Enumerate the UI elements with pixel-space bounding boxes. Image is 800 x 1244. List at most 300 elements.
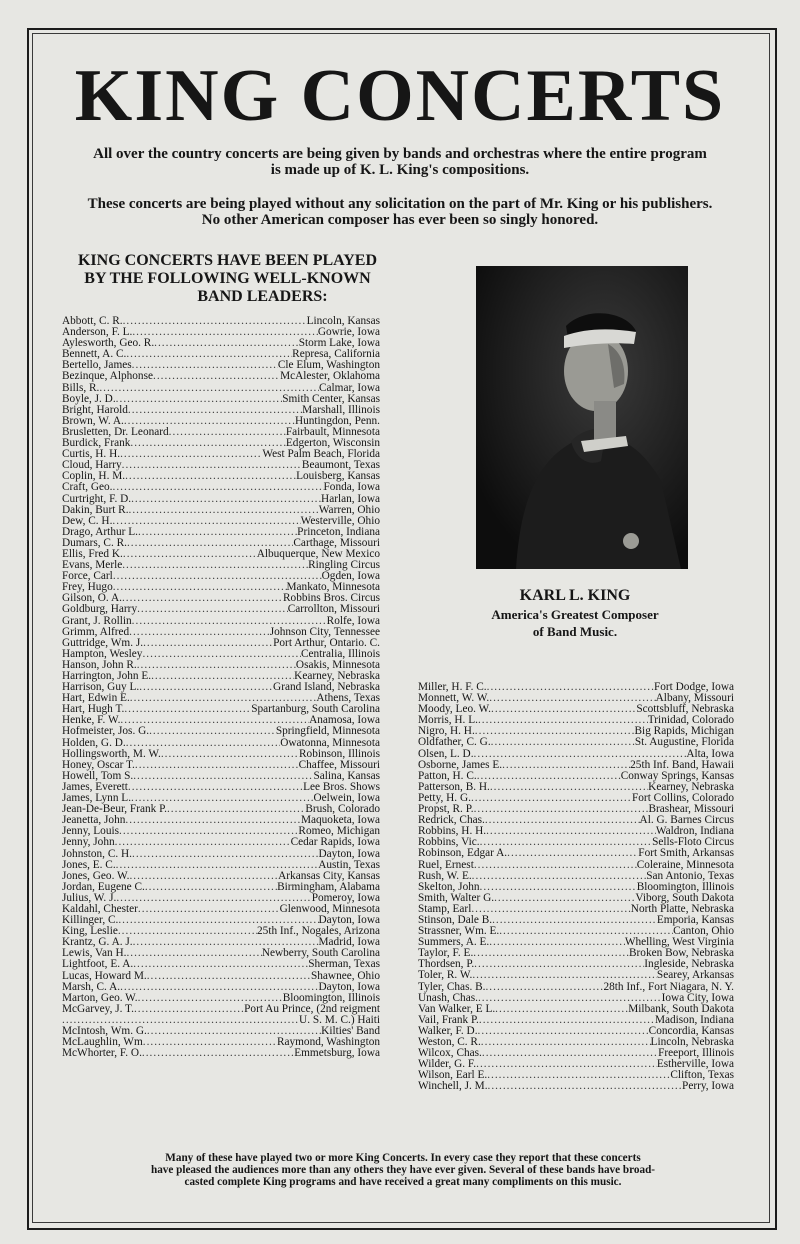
leader-name: McLaughlin, Wm [62,1036,143,1049]
dot-leader [485,815,640,826]
dot-leader [120,449,262,460]
dot-leader [143,1037,277,1048]
leader-name: Lewis, Van H. [62,947,127,960]
intro-line-3: These concerts are being played without any solicitation on the part of Mr. King or his publishers. [87,196,713,212]
leader-location: Fort Collins, Colorado [632,791,734,804]
dot-leader [494,893,635,904]
leader-location: U. S. M. C.) Haiti [299,1013,380,1026]
dot-leader [479,1015,655,1026]
leader-name: McWhorter, F. O. [62,1047,142,1060]
leader-location: Grand Island, Nebraska [273,681,380,694]
leader-location: Brashear, Missouri [648,803,734,816]
dot-leader [471,793,632,804]
leader-location: Romeo, Michigan [298,825,380,838]
dot-leader [118,926,257,937]
leader-location: Clifton, Texas [670,1069,734,1082]
leader-name: Lightfoot, E. A. [62,958,134,971]
leader-location: Newberry, South Carolina [261,947,380,960]
leader-name: Vail, Frank P. [418,1013,479,1026]
band-leader-entry [62,482,380,493]
leader-name: Gilson, O. A. [62,592,122,605]
leader-name: Howell, Tom S. [62,769,134,782]
leader-name: Krantz, G. A. J. [62,936,133,949]
band-leader-entry [62,616,380,627]
dot-leader [129,505,319,516]
leader-location: Brush, Colorado [305,803,380,816]
leader-location: Rolfe, Iowa [326,614,380,627]
leader-name: Miller, H. F. C. [418,681,487,693]
leader-location: Warren, Ohio [318,503,380,516]
dot-leader [129,871,278,882]
dot-leader [126,948,261,959]
leader-name: Killinger, C. [62,914,119,927]
leader-name: Hart, Edwin E. [62,692,130,705]
leader-location: Raymond, Washington [276,1036,380,1049]
leader-name: Stamp, Earl [418,902,472,915]
leader-name: Brown, W. A. [62,414,124,427]
leader-name: King, Leslie [62,925,118,938]
dot-leader [149,726,276,737]
dot-leader [477,771,621,782]
dot-leader [487,1070,670,1081]
leader-name: Jones, E. C. [62,858,116,871]
dot-leader [133,959,308,970]
dot-leader [167,804,305,815]
leader-name: James, Everett [62,780,128,793]
leader-location: Kilties' Band [321,1025,380,1037]
leader-name: Lucas, Howard M. [62,969,147,982]
leader-location: 25th Inf., Nogales, Arizona [257,925,380,938]
leader-location: Glenwood, Minnesota [279,902,380,915]
band-leader-entry [62,383,380,394]
leader-name: Jeanetta, John [62,814,126,827]
leader-name: Marton, Geo. W. [62,991,138,1004]
leader-name: Strassner, Wm. E. [418,925,500,938]
leader-location: Alta, Iowa [686,747,734,760]
leader-name: Guttridge, Wm. J. [62,636,144,649]
leader-location: Mankato, Minnesota [286,581,380,594]
leader-location: Shawnee, Ohio [310,969,380,982]
leader-location: Ogden, Iowa [321,570,380,583]
dot-leader [128,405,302,416]
leader-location: North Platte, Nebraska [630,902,734,915]
dot-leader [491,704,636,715]
leader-name: Henke, F. W. [62,714,121,727]
band-leader-entry [418,982,734,993]
leader-name: Olsen, L. D. [418,747,474,760]
band-leader-entry [62,971,380,982]
portrait-caption [455,586,695,640]
leader-location: Springfield, Minnesota [275,725,380,738]
leader-location: Maquoketa, Iowa [300,814,380,827]
dot-leader [471,904,630,915]
leader-location: Huntingdon, Penn. [294,414,380,427]
band-leader-entry [62,494,380,505]
leader-location: Perry, Iowa [682,1080,734,1093]
leader-location: Whelling, West Virginia [624,936,734,949]
footer-line-1: Many of these have played two or more King Concerts. In every case they report that these concerts [165,1152,641,1164]
leader-location: Birmingham, Alabama [277,880,380,893]
leader-name: McGarvey, J. T. [62,1002,134,1015]
leader-name: Jenny, John [62,836,115,849]
band-leader-entry [62,371,380,382]
dot-leader [472,970,657,981]
band-leader-entry [62,604,380,615]
leader-name: Harrison, Guy L. [62,681,140,694]
leader-name: Anderson, F. L. [62,326,133,339]
leader-location: Emmetsburg, Iowa [294,1047,380,1060]
dot-leader [99,383,319,394]
leader-location: Kearney, Nebraska [294,670,380,682]
leader-location: Fort Smith, Arkansas [638,847,734,860]
leader-location: Centralia, Illinois [300,647,380,660]
leader-name: Weston, C. R. [418,1036,481,1048]
intro-line-2: is made up of K. L. King's compositions. [270,162,530,178]
leader-name: Marsh, C. A. [62,980,121,993]
dot-leader [126,738,281,749]
leader-name: Dew, C. H. [62,514,113,527]
band-leader-entry [418,1081,734,1092]
dot-leader [475,726,635,737]
dot-leader [122,560,308,571]
leader-location: Spartanburg, South Carolina [251,703,380,716]
leader-location: Big Rapids, Michigan [634,725,734,738]
band-leader-entry [418,749,734,760]
band-leader-list-left [62,316,380,1059]
leader-name: Craft, Geo. [62,481,113,494]
leader-name: Boyle, J. D. [62,392,116,405]
dot-leader [482,1048,658,1059]
leader-name: Goldburg, Harry [62,603,138,616]
leader-name: Patterson, B. H. [418,780,490,793]
leader-location: Smith Center, Kansas [282,392,380,405]
dot-leader [142,1048,294,1059]
leader-location: Cedar Rapids, Iowa [290,836,380,849]
leader-location: Bloomington, Illinois [636,880,734,893]
dot-leader [147,971,311,982]
band-leader-entry [418,737,734,748]
leader-location: St. Augustine, Florida [634,736,734,749]
page-title: KING CONCERTS [74,55,726,137]
dot-leader [490,782,648,793]
leader-location: Madrid, Iowa [318,936,380,949]
leader-name: Hart, Hugh T. [62,703,125,716]
leader-name: Ellis, Fred K. [62,547,123,560]
leader-name: Toler, R. W. [418,969,473,982]
leader-name: Stinson, Dale B. [418,913,493,926]
leader-location: Fairbault, Minnesota [285,425,380,438]
leader-name: Frey, Hugo [62,581,113,594]
leader-name: Grant, J. Rollin [62,614,132,627]
leader-name: Robbins, Vic. [418,836,480,849]
leader-location: Waldron, Indiana [655,825,734,838]
dot-leader [502,760,630,771]
leader-location: Freeport, Illinois [658,1047,734,1060]
leader-location: Carthage, Missouri [293,536,380,549]
leader-name: Skelton, John [418,880,480,893]
leader-name: Propst, R. P. [418,803,474,816]
dot-leader [485,982,603,993]
leader-location: Canton, Ohio [673,925,734,938]
leader-location: Iowa City, Iowa [661,991,734,1004]
leader-location: Conway Springs, Kansas [620,769,734,782]
leader-name: Wilder, G. F. [418,1058,477,1071]
leader-location: Gowrie, Iowa [317,326,380,339]
band-leader-entry [62,837,380,848]
dot-leader [125,815,301,826]
leader-name: Jones, Geo. W. [62,869,130,882]
dot-leader [112,516,300,527]
leader-name: Redrick, Chas. [418,814,485,827]
leader-name: Petty, H. G. [418,791,471,804]
leader-name: Hampton, Wesley [62,647,143,660]
leader-location: Concordia, Kansas [648,1024,734,1037]
leader-location: Scottsbluff, Nebraska [636,703,734,716]
leader-name: Jordan, Eugene C. [62,880,145,893]
leader-name: Julius, W. J. [62,891,117,904]
leader-name: Dakin, Burt R. [62,503,129,516]
leader-location: 28th Inf., Fort Niagara, N. Y. [603,980,734,993]
leader-name: Curtis, H. H. [62,448,121,461]
leader-name: Morris, H. L. [418,714,478,727]
leader-location: Lincoln, Nebraska [650,1036,734,1048]
leader-name: Honey, Oscar T. [62,758,135,771]
leader-location: Trinidad, Colorado [647,714,734,727]
dot-leader [131,494,321,505]
karl-king-portrait [476,266,688,569]
dot-leader [145,882,277,893]
leader-name: Hanson, John R. [62,658,137,671]
leader-name: Wilcox, Chas. [418,1047,482,1060]
dot-leader [474,959,644,970]
leader-name: Tyler, Chas. B. [418,980,486,993]
leader-name: Patton, H. C. [418,769,477,782]
leader-name: Burdick, Frank [62,437,131,450]
leader-location: Dayton, Iowa [318,847,380,860]
dot-leader [154,338,299,349]
leader-location: Louisberg, Kansas [296,470,380,483]
leader-location: Albuquerque, New Mexico [256,547,380,560]
dot-leader [473,948,629,959]
dot-leader [134,1004,244,1015]
leader-location: Edgerton, Wisconsin [285,437,380,450]
leader-location: Ringling Circus [308,559,380,572]
dot-leader [478,1026,649,1037]
leader-location: Dayton, Iowa [318,914,380,927]
dot-leader [476,1059,657,1070]
leader-location: Port Au Prince, (2nd reigment [244,1002,380,1015]
leader-location: Harlan, Iowa [321,492,380,505]
leader-location: Osakis, Minnesota [295,658,380,671]
dot-leader [123,316,307,327]
leader-name: Walker, F. D. [418,1024,478,1037]
dot-leader [124,704,251,715]
leader-name: Bezinque, Alphonse [62,370,153,383]
leader-location: Sherman, Texas [308,958,380,971]
leader-location: Westerville, Ohio [300,514,380,527]
leader-name: Bills, R. [62,381,100,394]
dot-leader [132,327,318,338]
leader-location: Bloomington, Illinois [282,991,380,1004]
dot-leader [128,782,303,793]
leader-name: Curtright, F. D. [62,492,132,505]
leader-name: Winchell, J. M. [418,1080,488,1093]
leader-location: 25th Inf. Band, Hawaii [630,758,734,771]
portrait-illustration [476,266,688,569]
heading-line-2: BY THE FOLLOWING WELL-KNOWN [84,270,371,287]
dot-leader [115,837,291,848]
dot-leader [113,582,287,593]
dot-leader [488,1081,683,1092]
leader-name: Drago, Arthur L. [62,525,138,538]
leader-location: Fort Dodge, Iowa [653,681,734,693]
leader-name: Van Walker, E L. [418,1002,496,1015]
leader-location: Robinson, Illinois [299,747,380,760]
dot-leader [489,937,625,948]
leader-name: Unash, Chas. [418,991,478,1004]
dot-leader [169,427,286,438]
leader-location: Owatonna, Minnesota [280,736,380,749]
leader-location: Storm Lake, Iowa [298,337,380,350]
leader-name: Moody, Leo. W. [418,703,492,716]
leader-location: Represa, California [292,348,380,361]
leader-name: Grimm, Alfred [62,625,130,638]
composer-caption-2: of Band Music. [532,624,618,639]
leader-location: Madison, Indiana [654,1013,734,1026]
dot-leader [135,760,299,771]
leader-name: Oldfather, C. G. [418,736,491,749]
band-leader-entry [62,849,380,860]
leader-name: Harrington, John E. [62,670,152,682]
leader-name: Osborne, James E. [418,758,503,771]
leader-location: Searey, Arkansas [656,969,734,982]
leader-location: Princeton, Indiana [297,525,380,538]
band-leader-entry [62,1048,380,1059]
leader-name: Coplin, H. M. [62,470,126,483]
dot-leader [125,471,296,482]
leader-name: Jenny, Louis [62,825,120,838]
list-heading [55,252,400,306]
leader-location: Johnson City, Tennessee [269,625,380,638]
leader-location: Dayton, Iowa [318,980,380,993]
leader-name: Wilson, Earl E. [418,1069,488,1082]
leader-location: Robbins Bros. Circus [283,592,380,605]
leader-location: Port Arthur, Ontario. C. [273,636,380,649]
leader-location: Athens, Texas [316,692,380,705]
dot-leader [138,904,280,915]
dot-leader [133,771,313,782]
leader-location: Viborg, South Dakota [635,891,734,904]
leader-location: Fonda, Iowa [323,481,380,494]
leader-name: Nigro, H. H. [418,725,475,738]
heading-line-3: BAND LEADERS: [197,288,328,305]
leader-name: Dumars, C. R. [62,536,127,549]
leader-location: Ingleside, Nebraska [644,958,734,971]
dot-leader [495,1004,628,1015]
band-leader-list-right [418,682,734,1092]
leader-name: Evans, Merle [62,559,123,572]
dot-leader [119,826,298,837]
dot-leader [113,482,324,493]
dot-leader [491,737,635,748]
band-leader-entry [62,726,380,737]
band-leader-entry [418,848,734,859]
dot-leader [132,360,278,371]
leader-name: Hofmeister, Jos. G. [62,725,150,738]
dot-leader [138,527,297,538]
leader-name: Jean-De-Beur, Frank P. [62,803,167,816]
dot-leader [132,849,319,860]
dot-leader [122,460,302,471]
leader-location: Chaffee, Missouri [298,758,380,771]
dot-leader [129,627,270,638]
band-leader-entry [62,738,380,749]
dot-leader [474,749,687,760]
leader-name: Rush, W. E. [418,869,472,882]
leader-name: Bennett, A. C. [62,348,127,361]
dot-leader [137,660,296,671]
leader-location: Coleraine, Minnesota [636,858,734,871]
leader-location: Milbank, South Dakota [628,1002,734,1015]
composer-caption-1: America's Greatest Composer [491,607,659,622]
dot-leader [139,682,273,693]
leader-name: Smith, Walter G. [418,891,495,904]
leader-name: Bertello, James [62,359,132,372]
dot-leader [474,804,649,815]
leader-name: Monnett, W. W. [418,692,490,705]
leader-location: San Antonio, Texas [646,869,734,882]
leader-name: Holden, G. D. [62,736,126,749]
leader-location: West Palm Beach, Florida [262,448,380,461]
dot-leader [132,616,327,627]
heading-line-1: KING CONCERTS HAVE BEEN PLAYED [77,252,378,269]
dot-leader [143,638,273,649]
dot-leader [507,848,638,859]
leader-name: Robinson, Edgar A. [418,847,508,860]
leader-name: Hollingsworth, M. W. [62,747,161,760]
dot-leader [137,604,288,615]
dot-leader [489,693,655,704]
leader-name: Summers, A. E. [418,936,490,949]
leader-location: Carrollton, Missouri [287,603,380,616]
dot-leader [487,682,654,693]
leader-location: Arkansas City, Kansas [278,869,380,882]
leader-name: Thordsen, P. [418,958,475,971]
dot-leader [126,349,292,360]
leader-location: Marshall, Illinois [302,403,380,416]
leader-location: Cle Elum, Washington [277,359,380,372]
leader-location: McAlester, Oklahoma [280,370,380,383]
band-leader-entry [418,860,734,871]
leader-location: Lee Bros. Shows [303,780,380,793]
composer-name: KARL L. KING [519,587,631,604]
dot-leader [122,593,283,604]
dot-leader [153,371,280,382]
leader-name: Robbins, H. H. [418,825,487,838]
leader-location: Albany, Missouri [655,692,734,705]
leader-location: Broken Bow, Nebraska [629,947,734,960]
leader-name: Taylor, F. E. [418,947,474,960]
leader-location: Emporia, Kansas [656,913,734,926]
leader-location: Sells-Floto Circus [652,836,734,849]
dot-leader [161,749,299,760]
band-leader-entry [418,970,734,981]
leader-name: McIntosh, Wm. G. [62,1025,147,1037]
footer-note [78,1152,728,1188]
intro-line-4: No other American composer has ever been so singly honored. [201,212,599,228]
leader-location: Pomeroy, Iowa [311,891,380,904]
dot-leader [123,549,257,560]
